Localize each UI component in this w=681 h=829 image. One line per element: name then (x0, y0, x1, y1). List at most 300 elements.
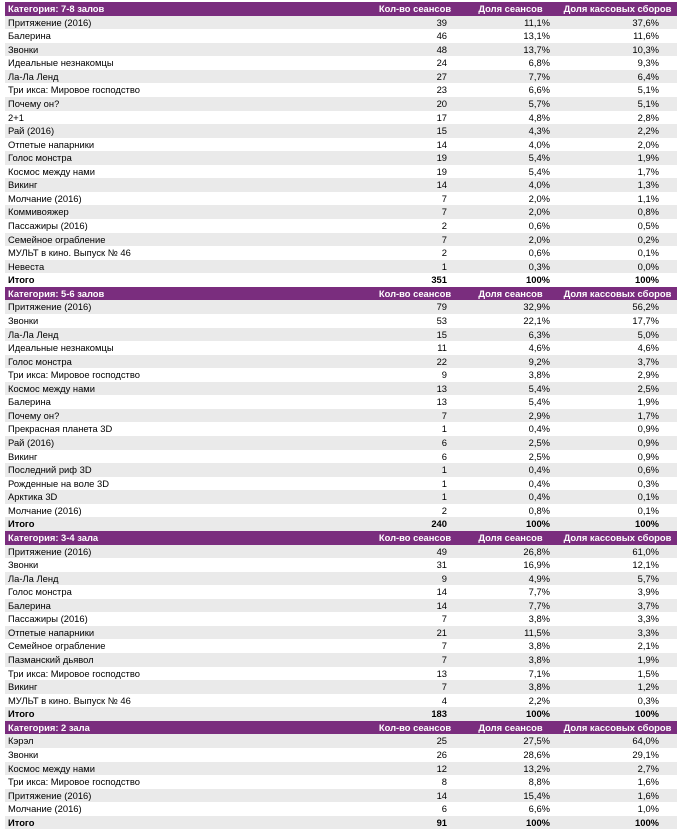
table-row (5, 680, 677, 694)
boxoffice-share: 10,3% (558, 43, 677, 57)
sessions-share: 0,4% (463, 490, 558, 504)
table-row (5, 762, 677, 776)
boxoffice-share: 0,2% (558, 233, 677, 247)
film-title: МУЛЬТ в кино. Выпуск № 46 (5, 694, 367, 708)
sessions-share: 4,0% (463, 138, 558, 152)
boxoffice-share: 100% (558, 816, 677, 829)
boxoffice-share: 9,3% (558, 56, 677, 70)
sessions-share: 5,4% (463, 165, 558, 179)
table-row (5, 56, 677, 70)
report-table (5, 2, 677, 829)
table-row (5, 477, 677, 491)
sessions-count: 9 (367, 572, 463, 586)
table-row (5, 463, 677, 477)
boxoffice-share: 3,9% (558, 585, 677, 599)
film-title: Невеста (5, 260, 367, 274)
table-row (5, 436, 677, 450)
sessions-count: 22 (367, 355, 463, 369)
column-header-sessions: Кол-во сеансов (367, 287, 463, 301)
sessions-count: 1 (367, 260, 463, 274)
film-title: Пассажиры (2016) (5, 219, 367, 233)
film-title: Притяжение (2016) (5, 545, 367, 559)
sessions-share: 3,8% (463, 368, 558, 382)
sessions-count: 13 (367, 395, 463, 409)
table-row (5, 409, 677, 423)
table-row (5, 314, 677, 328)
sessions-count: 7 (367, 612, 463, 626)
film-title: Семейное ограбление (5, 233, 367, 247)
boxoffice-share: 0,9% (558, 450, 677, 464)
boxoffice-share: 5,7% (558, 572, 677, 586)
sessions-share: 28,6% (463, 748, 558, 762)
table-row (5, 667, 677, 681)
table-row (5, 802, 677, 816)
table-row (5, 233, 677, 247)
table-row (5, 450, 677, 464)
sessions-share: 6,3% (463, 328, 558, 342)
sessions-count: 25 (367, 734, 463, 748)
boxoffice-share: 0,5% (558, 219, 677, 233)
sessions-share: 13,7% (463, 43, 558, 57)
table-row (5, 395, 677, 409)
film-title: Отпетые напарники (5, 138, 367, 152)
boxoffice-share: 2,5% (558, 382, 677, 396)
sessions-share: 16,9% (463, 558, 558, 572)
column-header-share-boxoffice: Доля кассовых сборов (558, 2, 677, 16)
table-row (5, 490, 677, 504)
sessions-share: 7,7% (463, 585, 558, 599)
table-row (5, 138, 677, 152)
boxoffice-share: 56,2% (558, 300, 677, 314)
sessions-share: 0,4% (463, 477, 558, 491)
sessions-count: 26 (367, 748, 463, 762)
sessions-count: 49 (367, 545, 463, 559)
sessions-count: 7 (367, 409, 463, 423)
boxoffice-share: 1,5% (558, 667, 677, 681)
film-title: Молчание (2016) (5, 802, 367, 816)
table-row (5, 639, 677, 653)
total-row (5, 517, 677, 531)
boxoffice-share: 2,7% (558, 762, 677, 776)
table-row (5, 734, 677, 748)
sessions-share: 9,2% (463, 355, 558, 369)
total-label: Итого (5, 707, 367, 721)
sessions-count: 14 (367, 178, 463, 192)
boxoffice-share: 1,2% (558, 680, 677, 694)
film-title: Пассажиры (2016) (5, 612, 367, 626)
boxoffice-share: 1,7% (558, 409, 677, 423)
sessions-count: 4 (367, 694, 463, 708)
sessions-count: 1 (367, 463, 463, 477)
sessions-count: 7 (367, 233, 463, 247)
sessions-count: 6 (367, 436, 463, 450)
sessions-count: 24 (367, 56, 463, 70)
film-title: Коммивояжер (5, 205, 367, 219)
sessions-share: 3,8% (463, 639, 558, 653)
sessions-count: 19 (367, 165, 463, 179)
sessions-count: 7 (367, 639, 463, 653)
film-title: Балерина (5, 599, 367, 613)
boxoffice-share: 0,9% (558, 436, 677, 450)
sessions-count: 14 (367, 585, 463, 599)
sessions-share: 8,8% (463, 775, 558, 789)
sessions-count: 2 (367, 219, 463, 233)
sessions-count: 1 (367, 490, 463, 504)
sessions-count: 14 (367, 789, 463, 803)
table-row (5, 219, 677, 233)
boxoffice-share: 0,1% (558, 490, 677, 504)
sessions-share: 5,4% (463, 395, 558, 409)
table-row (5, 246, 677, 260)
sessions-share: 27,5% (463, 734, 558, 748)
sessions-share: 15,4% (463, 789, 558, 803)
sessions-count: 19 (367, 151, 463, 165)
sessions-share: 7,7% (463, 599, 558, 613)
sessions-share: 22,1% (463, 314, 558, 328)
table-row (5, 558, 677, 572)
film-title: Викинг (5, 178, 367, 192)
boxoffice-share: 1,6% (558, 775, 677, 789)
sessions-share: 2,0% (463, 192, 558, 206)
sessions-count: 20 (367, 97, 463, 111)
sessions-share: 13,1% (463, 29, 558, 43)
sessions-count: 17 (367, 111, 463, 125)
table-row (5, 585, 677, 599)
boxoffice-share: 64,0% (558, 734, 677, 748)
table-row (5, 83, 677, 97)
film-title: Рожденные на воле 3D (5, 477, 367, 491)
table-row (5, 151, 677, 165)
sessions-share: 2,5% (463, 450, 558, 464)
sessions-count: 27 (367, 70, 463, 84)
table-row (5, 368, 677, 382)
table-row (5, 789, 677, 803)
boxoffice-share: 3,3% (558, 626, 677, 640)
sessions-count: 91 (367, 816, 463, 829)
table-row (5, 70, 677, 84)
boxoffice-share: 5,0% (558, 328, 677, 342)
film-title: Ла-Ла Ленд (5, 70, 367, 84)
sessions-count: 46 (367, 29, 463, 43)
sessions-count: 23 (367, 83, 463, 97)
total-label: Итого (5, 816, 367, 829)
film-title: Семейное ограбление (5, 639, 367, 653)
film-title: Балерина (5, 29, 367, 43)
sessions-count: 9 (367, 368, 463, 382)
boxoffice-share: 100% (558, 707, 677, 721)
table-row (5, 422, 677, 436)
sessions-count: 6 (367, 802, 463, 816)
sessions-count: 2 (367, 246, 463, 260)
table-row (5, 178, 677, 192)
sessions-share: 2,0% (463, 233, 558, 247)
film-title: Звонки (5, 43, 367, 57)
column-header-share-boxoffice: Доля кассовых сборов (558, 287, 677, 301)
sessions-share: 100% (463, 517, 558, 531)
sessions-count: 351 (367, 273, 463, 287)
sessions-share: 5,4% (463, 151, 558, 165)
sessions-count: 79 (367, 300, 463, 314)
column-header-sessions: Кол-во сеансов (367, 531, 463, 545)
sessions-count: 7 (367, 205, 463, 219)
sessions-share: 4,3% (463, 124, 558, 138)
film-title: МУЛЬТ в кино. Выпуск № 46 (5, 246, 367, 260)
film-title: Притяжение (2016) (5, 16, 367, 30)
sessions-share: 0,6% (463, 246, 558, 260)
table-row (5, 43, 677, 57)
sessions-count: 183 (367, 707, 463, 721)
sessions-count: 53 (367, 314, 463, 328)
table-row (5, 165, 677, 179)
sessions-share: 3,8% (463, 653, 558, 667)
film-title: Почему он? (5, 97, 367, 111)
total-row (5, 707, 677, 721)
sessions-count: 14 (367, 138, 463, 152)
sessions-count: 7 (367, 192, 463, 206)
film-title: Три икса: Мировое господство (5, 775, 367, 789)
sessions-share: 6,6% (463, 802, 558, 816)
table-row (5, 382, 677, 396)
table-row (5, 97, 677, 111)
sessions-share: 4,0% (463, 178, 558, 192)
sessions-share: 5,7% (463, 97, 558, 111)
table-row (5, 355, 677, 369)
boxoffice-share: 61,0% (558, 545, 677, 559)
sessions-count: 14 (367, 599, 463, 613)
film-title: Три икса: Мировое господство (5, 368, 367, 382)
boxoffice-share: 2,8% (558, 111, 677, 125)
boxoffice-share: 3,7% (558, 599, 677, 613)
boxoffice-share: 100% (558, 273, 677, 287)
section-title: Категория: 3-4 зала (5, 531, 367, 545)
table-row (5, 775, 677, 789)
table-row (5, 572, 677, 586)
table-row (5, 545, 677, 559)
sessions-share: 3,8% (463, 612, 558, 626)
table-row (5, 111, 677, 125)
boxoffice-share: 0,6% (558, 463, 677, 477)
film-title: Ла-Ла Ленд (5, 328, 367, 342)
film-title: Прекрасная планета 3D (5, 422, 367, 436)
column-header-share-sessions: Доля сеансов (463, 721, 558, 735)
boxoffice-share: 1,1% (558, 192, 677, 206)
sessions-share: 0,4% (463, 422, 558, 436)
film-title: 2+1 (5, 111, 367, 125)
column-header-sessions: Кол-во сеансов (367, 2, 463, 16)
table-row (5, 626, 677, 640)
film-title: Космос между нами (5, 382, 367, 396)
total-row (5, 816, 677, 829)
boxoffice-share: 1,0% (558, 802, 677, 816)
table-row (5, 748, 677, 762)
section-title: Категория: 5-6 залов (5, 287, 367, 301)
boxoffice-share: 2,9% (558, 368, 677, 382)
sessions-share: 32,9% (463, 300, 558, 314)
section-header (5, 2, 677, 16)
sessions-count: 11 (367, 341, 463, 355)
table-row (5, 599, 677, 613)
sessions-share: 0,4% (463, 463, 558, 477)
film-title: Три икса: Мировое господство (5, 83, 367, 97)
sessions-count: 2 (367, 504, 463, 518)
sessions-count: 7 (367, 653, 463, 667)
table-row (5, 341, 677, 355)
sessions-share: 4,9% (463, 572, 558, 586)
sessions-count: 15 (367, 124, 463, 138)
boxoffice-share: 0,3% (558, 694, 677, 708)
table-row (5, 504, 677, 518)
sessions-share: 7,1% (463, 667, 558, 681)
sessions-count: 48 (367, 43, 463, 57)
section-title: Категория: 7-8 залов (5, 2, 367, 16)
boxoffice-share: 1,9% (558, 151, 677, 165)
film-title: Звонки (5, 558, 367, 572)
sessions-share: 6,8% (463, 56, 558, 70)
sessions-count: 240 (367, 517, 463, 531)
column-header-share-boxoffice: Доля кассовых сборов (558, 721, 677, 735)
film-title: Голос монстра (5, 355, 367, 369)
boxoffice-share: 5,1% (558, 83, 677, 97)
total-label: Итого (5, 517, 367, 531)
boxoffice-share: 37,6% (558, 16, 677, 30)
table-row (5, 124, 677, 138)
boxoffice-share: 11,6% (558, 29, 677, 43)
boxoffice-share: 17,7% (558, 314, 677, 328)
boxoffice-share: 1,7% (558, 165, 677, 179)
boxoffice-share: 29,1% (558, 748, 677, 762)
sessions-count: 1 (367, 477, 463, 491)
film-title: Притяжение (2016) (5, 789, 367, 803)
boxoffice-share: 0,8% (558, 205, 677, 219)
sessions-count: 13 (367, 382, 463, 396)
sessions-share: 0,8% (463, 504, 558, 518)
sessions-share: 4,8% (463, 111, 558, 125)
boxoffice-share: 1,3% (558, 178, 677, 192)
film-title: Притяжение (2016) (5, 300, 367, 314)
boxoffice-share: 5,1% (558, 97, 677, 111)
sessions-count: 31 (367, 558, 463, 572)
film-title: Голос монстра (5, 151, 367, 165)
film-title: Молчание (2016) (5, 504, 367, 518)
boxoffice-share: 1,6% (558, 789, 677, 803)
film-title: Балерина (5, 395, 367, 409)
sessions-share: 0,6% (463, 219, 558, 233)
sessions-count: 39 (367, 16, 463, 30)
column-header-share-boxoffice: Доля кассовых сборов (558, 531, 677, 545)
boxoffice-share: 2,1% (558, 639, 677, 653)
boxoffice-share: 1,9% (558, 395, 677, 409)
table-row (5, 612, 677, 626)
boxoffice-share: 3,7% (558, 355, 677, 369)
sessions-share: 2,5% (463, 436, 558, 450)
table-row (5, 205, 677, 219)
film-title: Идеальные незнакомцы (5, 56, 367, 70)
sessions-count: 1 (367, 422, 463, 436)
film-title: Последний риф 3D (5, 463, 367, 477)
sessions-share: 0,3% (463, 260, 558, 274)
film-title: Космос между нами (5, 165, 367, 179)
film-title: Пазманский дьявол (5, 653, 367, 667)
boxoffice-share: 0,9% (558, 422, 677, 436)
sessions-count: 12 (367, 762, 463, 776)
sessions-share: 2,0% (463, 205, 558, 219)
sessions-count: 21 (367, 626, 463, 640)
table-row (5, 653, 677, 667)
film-title: Викинг (5, 450, 367, 464)
boxoffice-share: 100% (558, 517, 677, 531)
sessions-share: 7,7% (463, 70, 558, 84)
sessions-count: 7 (367, 680, 463, 694)
sessions-share: 5,4% (463, 382, 558, 396)
boxoffice-share: 3,3% (558, 612, 677, 626)
sessions-share: 2,9% (463, 409, 558, 423)
section-title: Категория: 2 зала (5, 721, 367, 735)
boxoffice-share: 0,0% (558, 260, 677, 274)
table-row (5, 260, 677, 274)
table-row (5, 694, 677, 708)
sessions-share: 26,8% (463, 545, 558, 559)
column-header-share-sessions: Доля сеансов (463, 2, 558, 16)
sessions-count: 13 (367, 667, 463, 681)
film-title: Рай (2016) (5, 436, 367, 450)
total-label: Итого (5, 273, 367, 287)
section-header (5, 531, 677, 545)
film-title: Голос монстра (5, 585, 367, 599)
film-title: Ла-Ла Ленд (5, 572, 367, 586)
sessions-count: 8 (367, 775, 463, 789)
table-row (5, 300, 677, 314)
film-title: Звонки (5, 314, 367, 328)
boxoffice-share: 0,3% (558, 477, 677, 491)
sessions-share: 11,1% (463, 16, 558, 30)
sessions-count: 6 (367, 450, 463, 464)
film-title: Отпетые напарники (5, 626, 367, 640)
film-title: Почему он? (5, 409, 367, 423)
film-title: Идеальные незнакомцы (5, 341, 367, 355)
column-header-share-sessions: Доля сеансов (463, 287, 558, 301)
boxoffice-share: 2,2% (558, 124, 677, 138)
boxoffice-share: 4,6% (558, 341, 677, 355)
sessions-share: 3,8% (463, 680, 558, 694)
boxoffice-share: 6,4% (558, 70, 677, 84)
sessions-share: 100% (463, 707, 558, 721)
boxoffice-share: 12,1% (558, 558, 677, 572)
film-title: Космос между нами (5, 762, 367, 776)
film-title: Рай (2016) (5, 124, 367, 138)
sessions-share: 4,6% (463, 341, 558, 355)
column-header-sessions: Кол-во сеансов (367, 721, 463, 735)
sessions-share: 6,6% (463, 83, 558, 97)
sessions-count: 15 (367, 328, 463, 342)
sessions-share: 2,2% (463, 694, 558, 708)
boxoffice-share: 0,1% (558, 246, 677, 260)
table-row (5, 328, 677, 342)
film-title: Кэрэл (5, 734, 367, 748)
table-row (5, 192, 677, 206)
sessions-share: 11,5% (463, 626, 558, 640)
film-title: Три икса: Мировое господство (5, 667, 367, 681)
sessions-share: 100% (463, 816, 558, 829)
boxoffice-share: 0,1% (558, 504, 677, 518)
column-header-share-sessions: Доля сеансов (463, 531, 558, 545)
table-row (5, 16, 677, 30)
table-row (5, 29, 677, 43)
film-title: Молчание (2016) (5, 192, 367, 206)
film-title: Арктика 3D (5, 490, 367, 504)
total-row (5, 273, 677, 287)
boxoffice-share: 1,9% (558, 653, 677, 667)
section-header (5, 721, 677, 735)
